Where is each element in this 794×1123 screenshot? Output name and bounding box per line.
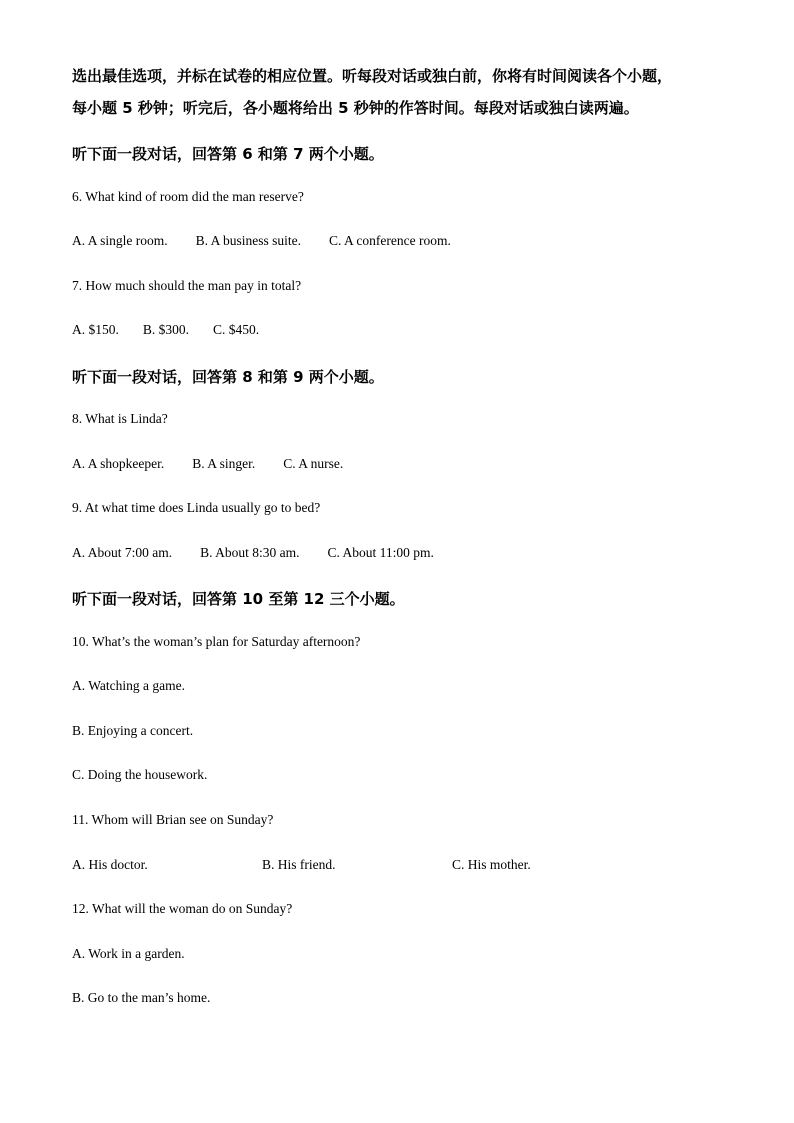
section-heading-8-9: 听下面一段对话，回答第 8 和第 9 两个小题。 xyxy=(72,368,384,386)
question-6-options xyxy=(72,233,451,249)
question-11-option-b: B. His friend. xyxy=(262,857,336,872)
question-10-stem: 10. What’s the woman’s plan for Saturday afternoon? xyxy=(72,634,361,649)
question-12-option-a: A. Work in a garden. xyxy=(72,946,185,961)
question-11-stem: 11. Whom will Brian see on Sunday? xyxy=(72,812,274,827)
question-9-option-b: B. About 8:30 am. xyxy=(200,545,300,560)
question-8-options xyxy=(72,456,343,472)
question-8-stem: 8. What is Linda? xyxy=(72,411,168,426)
instructions xyxy=(72,60,732,124)
question-8-option-a: A. A shopkeeper. xyxy=(72,456,165,471)
question-6-option-a: A. A single room. xyxy=(72,233,168,248)
question-11-option-a: A. His doctor. xyxy=(72,857,148,872)
section-heading-10-12: 听下面一段对话，回答第 10 至第 12 三个小题。 xyxy=(72,590,405,608)
question-7-options xyxy=(72,322,259,338)
question-7-option-a: A. $150. xyxy=(72,322,119,337)
question-10-option-b: B. Enjoying a concert. xyxy=(72,723,194,738)
question-8-option-b: B. A singer. xyxy=(192,456,256,471)
question-8-option-c: C. A nurse. xyxy=(283,456,344,471)
question-9-option-a: A. About 7:00 am. xyxy=(72,545,173,560)
instructions-line-2: 每小题 5 秒钟；听完后，各小题将给出 5 秒钟的作答时间。每段对话或独白读两遍。 xyxy=(72,99,639,117)
question-6-stem: 6. What kind of room did the man reserve? xyxy=(72,189,304,204)
question-9-options xyxy=(72,545,434,561)
section-heading-6-7: 听下面一段对话，回答第 6 和第 7 两个小题。 xyxy=(72,145,384,163)
question-11-option-c: C. His mother. xyxy=(452,857,531,872)
question-12-stem: 12. What will the woman do on Sunday? xyxy=(72,901,293,916)
question-9-option-c: C. About 11:00 pm. xyxy=(327,545,434,560)
question-10-option-a: A. Watching a game. xyxy=(72,678,186,693)
question-12-option-b: B. Go to the man’s home. xyxy=(72,990,211,1005)
question-7-stem: 7. How much should the man pay in total? xyxy=(72,278,302,293)
question-11-options xyxy=(72,857,531,873)
question-7-option-b: B. $300. xyxy=(142,322,190,337)
question-6-option-c: C. A conference room. xyxy=(329,233,451,248)
question-7-option-c: C. $450. xyxy=(213,322,260,337)
question-9-stem: 9. At what time does Linda usually go to bed? xyxy=(72,500,321,515)
question-10-option-c: C. Doing the housework. xyxy=(72,767,208,782)
instructions-line-1: 选出最佳选项，并标在试卷的相应位置。听每段对话或独白前，你将有时间阅读各个小题， xyxy=(72,67,673,85)
question-6-option-b: B. A business suite. xyxy=(195,233,302,248)
